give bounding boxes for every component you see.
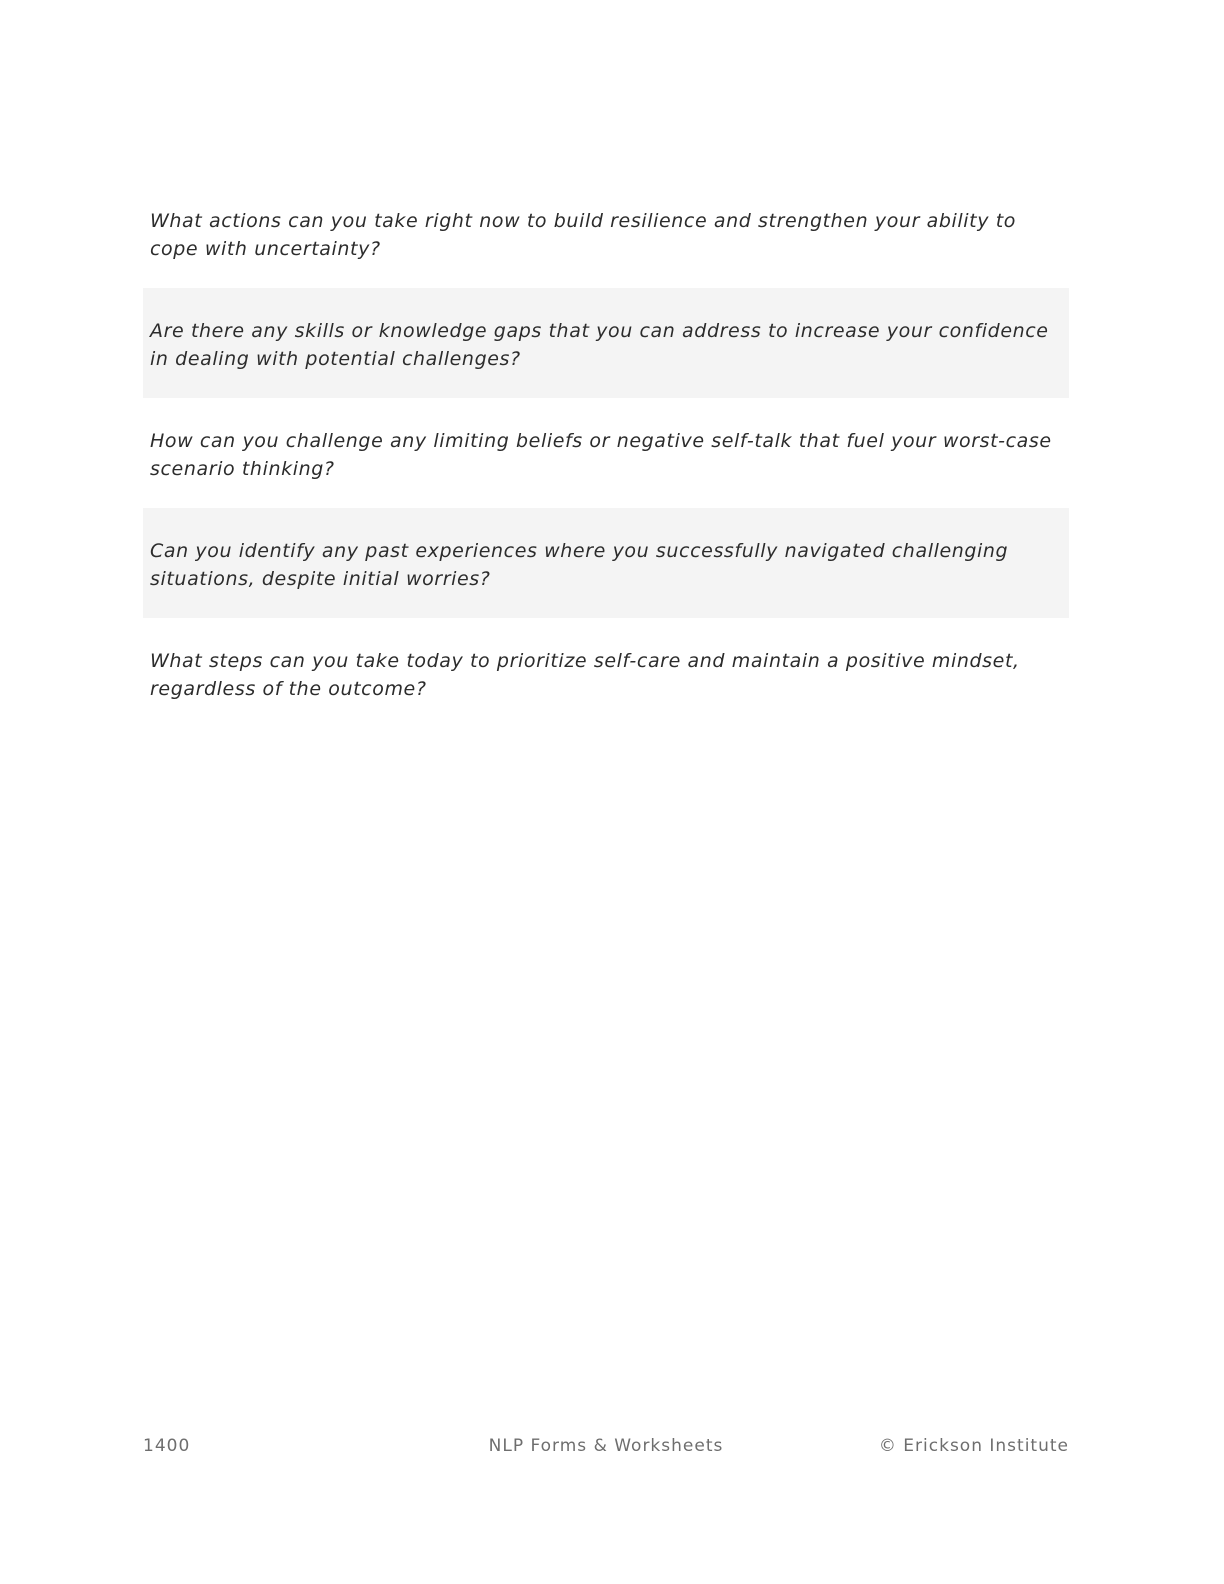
question-row: What steps can you take today to prioritize self-care and maintain a positive mindset, regardless of the outcome? xyxy=(150,650,1020,700)
document-title: NLP Forms & Worksheets xyxy=(488,1436,724,1456)
question-list xyxy=(143,178,1069,728)
copyright-notice: © Erickson Institute xyxy=(878,1436,1069,1456)
page-number: 1400 xyxy=(143,1436,191,1456)
question-row: Are there any skills or knowledge gaps that you can address to increase your confidence in dealing with potential challenges? xyxy=(143,288,1069,398)
question-row: Can you identify any past experiences where you successfully navigated challenging situations, despite initial worries? xyxy=(143,508,1069,618)
page-footer xyxy=(143,1436,1069,1460)
question-row: How can you challenge any limiting beliefs or negative self-talk that fuel your worst-case scenario thinking? xyxy=(150,430,1052,480)
question-row: What actions can you take right now to build resilience and strengthen your ability to cope with uncertainty? xyxy=(150,210,1016,260)
